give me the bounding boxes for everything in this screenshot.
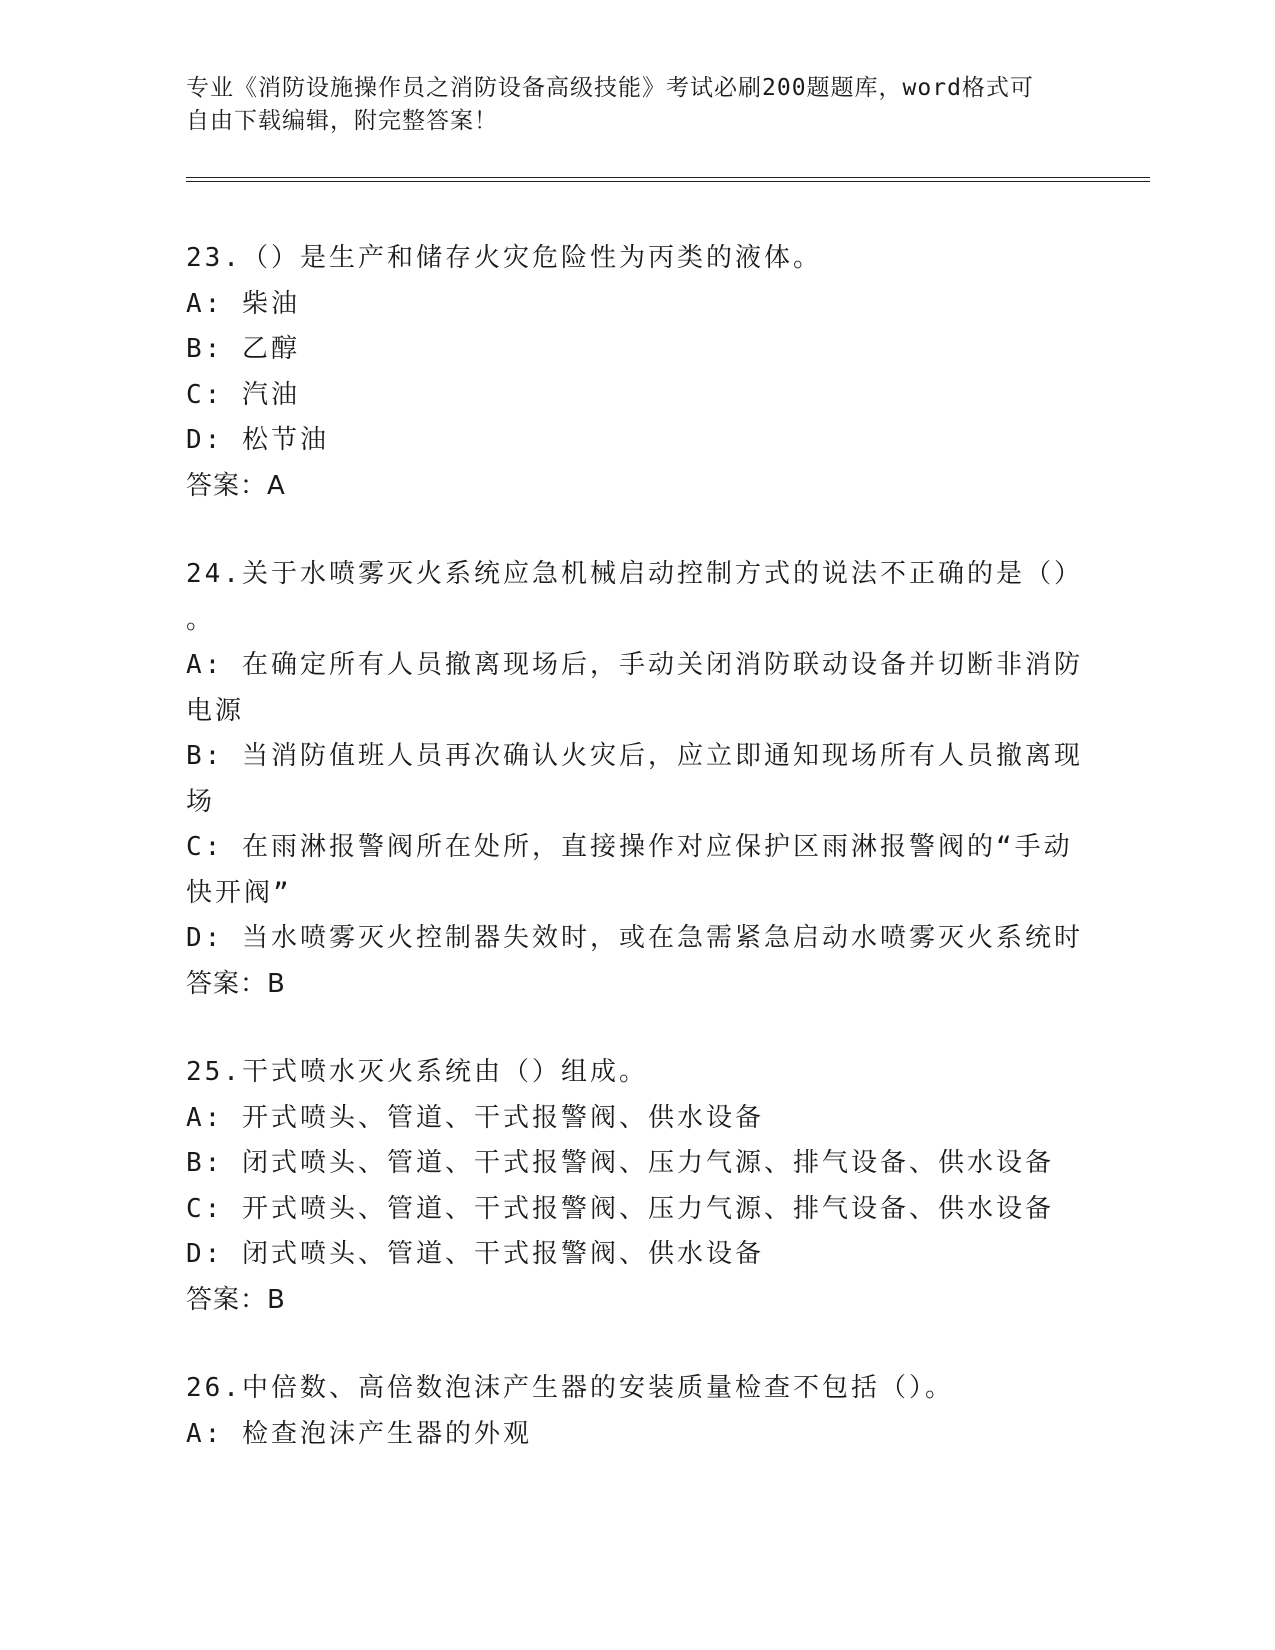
option-a: A: 检查泡沫产生器的外观 (186, 1418, 532, 1449)
option-a-line-2: 电源 (186, 695, 245, 726)
option-c (186, 825, 1086, 916)
header-line-2: 自由下载编辑，附完整答案！ (186, 108, 498, 134)
option-d: D: 松节油 (186, 425, 329, 455)
answer: 答案：B (186, 968, 286, 999)
question-stem: 25.干式喷水灭火系统由（）组成。 (186, 1057, 648, 1087)
question-stem: 26.中倍数、高倍数泡沫产生器的安装质量检查不包括（）。 (186, 1373, 954, 1403)
option-a: A: 开式喷头、管道、干式报警阀、供水设备 (186, 1102, 764, 1133)
option-a (186, 643, 1086, 734)
option-c-line-2: 快开阀” (186, 877, 292, 908)
document-header (186, 72, 1066, 138)
option-d (186, 916, 1086, 962)
answer: 答案：B (186, 1284, 286, 1315)
option-c: C: 开式喷头、管道、干式报警阀、压力气源、排气设备、供水设备 (186, 1193, 1054, 1224)
option-d-line-1: D: 当水喷雾灭火控制器失效时，或在急需紧急启动水喷雾灭火系统时 (186, 923, 1083, 953)
option-b: B: 闭式喷头、管道、干式报警阀、压力气源、排气设备、供水设备 (186, 1148, 1054, 1178)
option-b-line-2: 场 (186, 786, 216, 817)
option-b: B: 乙醇 (186, 334, 300, 364)
question-25 (186, 1050, 1086, 1323)
question-stem (186, 552, 1086, 643)
option-b (186, 734, 1086, 825)
answer: 答案：A (186, 470, 286, 501)
header-line-1: 专业《消防设施操作员之消防设备高级技能》考试必刷200题题库，word格式可 (186, 75, 1034, 101)
option-c-line-1: C: 在雨淋报警阀所在处所，直接操作对应保护区雨淋报警阀的“手动 (186, 832, 1073, 862)
question-stem: 23.（）是生产和储存火灾危险性为丙类的液体。 (186, 243, 822, 273)
option-d: D: 闭式喷头、管道、干式报警阀、供水设备 (186, 1239, 764, 1269)
option-a: A: 柴油 (186, 288, 300, 319)
header-divider (186, 177, 1150, 182)
option-a-line-1: A: 在确定所有人员撤离现场后，手动关闭消防联动设备并切断非消防 (186, 650, 1083, 680)
question-26 (186, 1366, 1086, 1457)
question-stem-line-2: 。 (186, 604, 216, 635)
question-24 (186, 552, 1086, 1007)
option-b-line-1: B: 当消防值班人员再次确认火灾后，应立即通知现场所有人员撤离现 (186, 741, 1083, 771)
question-list (186, 236, 1086, 1500)
question-stem-line-1: 24.关于水喷雾灭火系统应急机械启动控制方式的说法不正确的是（） (186, 559, 1083, 589)
question-23 (186, 236, 1086, 509)
option-c: C: 汽油 (186, 379, 300, 410)
